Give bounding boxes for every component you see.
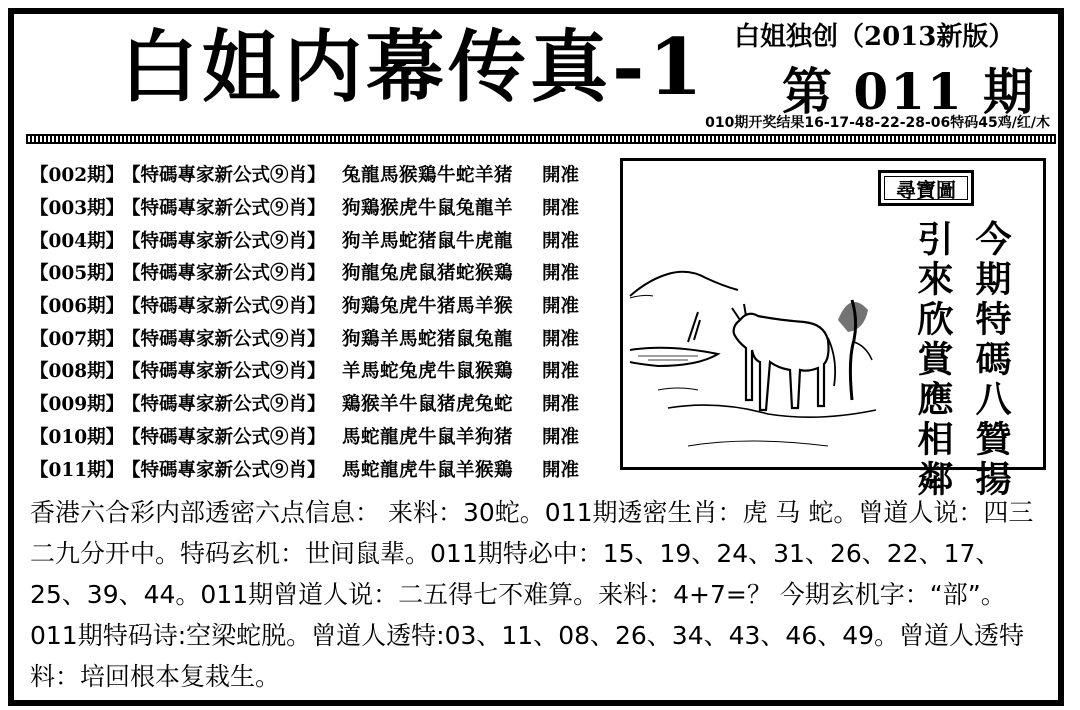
zodiac-list: 馬蛇龍虎牛鼠羊狗猪 <box>342 426 514 448</box>
info-paragraph: 香港六合彩内部透密六点信息： 来料：30蛇。011期透密生肖：虎 马 蛇。曾道人说：四三二九分开中。特码玄机：世间鼠辈。011期特必中：15、19、24、31、26、22、17、25、39、44。011期曾道人说：二五得七不难算。来料：4+7=？ 今期玄机字：“部”。011期特码诗:空梁蛇脱。曾道人透特:03、11、08、26、34、43、46、49。曾道人透特料：培回根本复栽生。 <box>30 498 1034 691</box>
period-label: 【005期】 <box>30 263 125 285</box>
period-label: 【006期】 <box>30 296 125 318</box>
formula-label: 【特碼專家新公式⑨肖】 <box>122 263 326 285</box>
list-item <box>30 354 610 387</box>
formula-label: 【特碼專家新公式⑨肖】 <box>122 459 326 481</box>
zodiac-list: 狗龍兔虎鼠猪蛇猴鶏 <box>342 263 514 285</box>
outcome-label: 開准 <box>542 328 580 350</box>
ox-landscape-illustration <box>628 250 878 460</box>
formula-label: 【特碼專家新公式⑨肖】 <box>122 361 326 383</box>
list-item <box>30 289 610 322</box>
zodiac-list: 狗鶏兔虎牛猪馬羊猴 <box>342 296 514 318</box>
zodiac-list: 馬蛇龍虎牛鼠羊猴鶏 <box>342 459 514 481</box>
period-label: 【008期】 <box>30 361 125 383</box>
zodiac-list: 羊馬蛇兔虎牛鼠猴鶏 <box>342 361 514 383</box>
zodiac-list: 狗鶏羊馬蛇猪鼠兔龍 <box>342 328 514 350</box>
list-item <box>30 256 610 289</box>
period-label: 【007期】 <box>30 328 125 350</box>
treasure-map-label: 尋寶圖 <box>878 170 974 206</box>
formula-label: 【特碼專家新公式⑨肖】 <box>122 426 326 448</box>
formula-label: 【特碼專家新公式⑨肖】 <box>122 230 326 252</box>
formula-label: 【特碼專家新公式⑨肖】 <box>122 328 326 350</box>
formula-label: 【特碼專家新公式⑨肖】 <box>122 198 326 220</box>
decorative-divider <box>26 134 1056 144</box>
edition-label: 白姐独创（2013新版） <box>734 22 1015 52</box>
zodiac-list: 兔龍馬猴鶏牛蛇羊猪 <box>342 165 514 187</box>
formula-label: 【特碼專家新公式⑨肖】 <box>122 394 326 416</box>
outcome-label: 開准 <box>542 426 580 448</box>
zodiac-list: 鶏猴羊牛鼠猪虎兔蛇 <box>342 394 514 416</box>
outcome-label: 開准 <box>542 230 580 252</box>
page-title: 白姐内幕传真-1 <box>120 22 707 113</box>
zodiac-list: 狗羊馬蛇猪鼠牛虎龍 <box>342 230 514 252</box>
history-list <box>30 158 610 485</box>
list-item <box>30 321 610 354</box>
list-item <box>30 158 610 191</box>
period-label: 【003期】 <box>30 198 125 220</box>
issue-number: 第 011 期 <box>782 62 1036 121</box>
outcome-label: 開准 <box>542 361 580 383</box>
poem-line-right: 今期特碼八贊揚 <box>970 220 1012 500</box>
list-item <box>30 420 610 453</box>
outcome-label: 開准 <box>542 165 580 187</box>
outcome-label: 開准 <box>542 296 580 318</box>
period-label: 【009期】 <box>30 394 125 416</box>
poem-line-left: 引來欣賞應相鄰 <box>912 220 954 500</box>
outcome-label: 開准 <box>542 459 580 481</box>
period-label: 【011期】 <box>30 459 125 481</box>
outcome-label: 開准 <box>542 198 580 220</box>
period-label: 【004期】 <box>30 230 125 252</box>
list-item <box>30 191 610 224</box>
period-label: 【002期】 <box>30 165 125 187</box>
formula-label: 【特碼專家新公式⑨肖】 <box>122 165 326 187</box>
list-item <box>30 223 610 256</box>
outcome-label: 開准 <box>542 263 580 285</box>
zodiac-list: 狗鶏猴虎牛鼠兔龍羊 <box>342 198 514 220</box>
list-item <box>30 387 610 420</box>
formula-label: 【特碼專家新公式⑨肖】 <box>122 296 326 318</box>
period-label: 【010期】 <box>30 426 125 448</box>
list-item <box>30 452 610 485</box>
outcome-label: 開准 <box>542 394 580 416</box>
previous-result: 010期开奖结果16-17-48-22-28-06特码45鸡/红/木 <box>705 115 1050 131</box>
